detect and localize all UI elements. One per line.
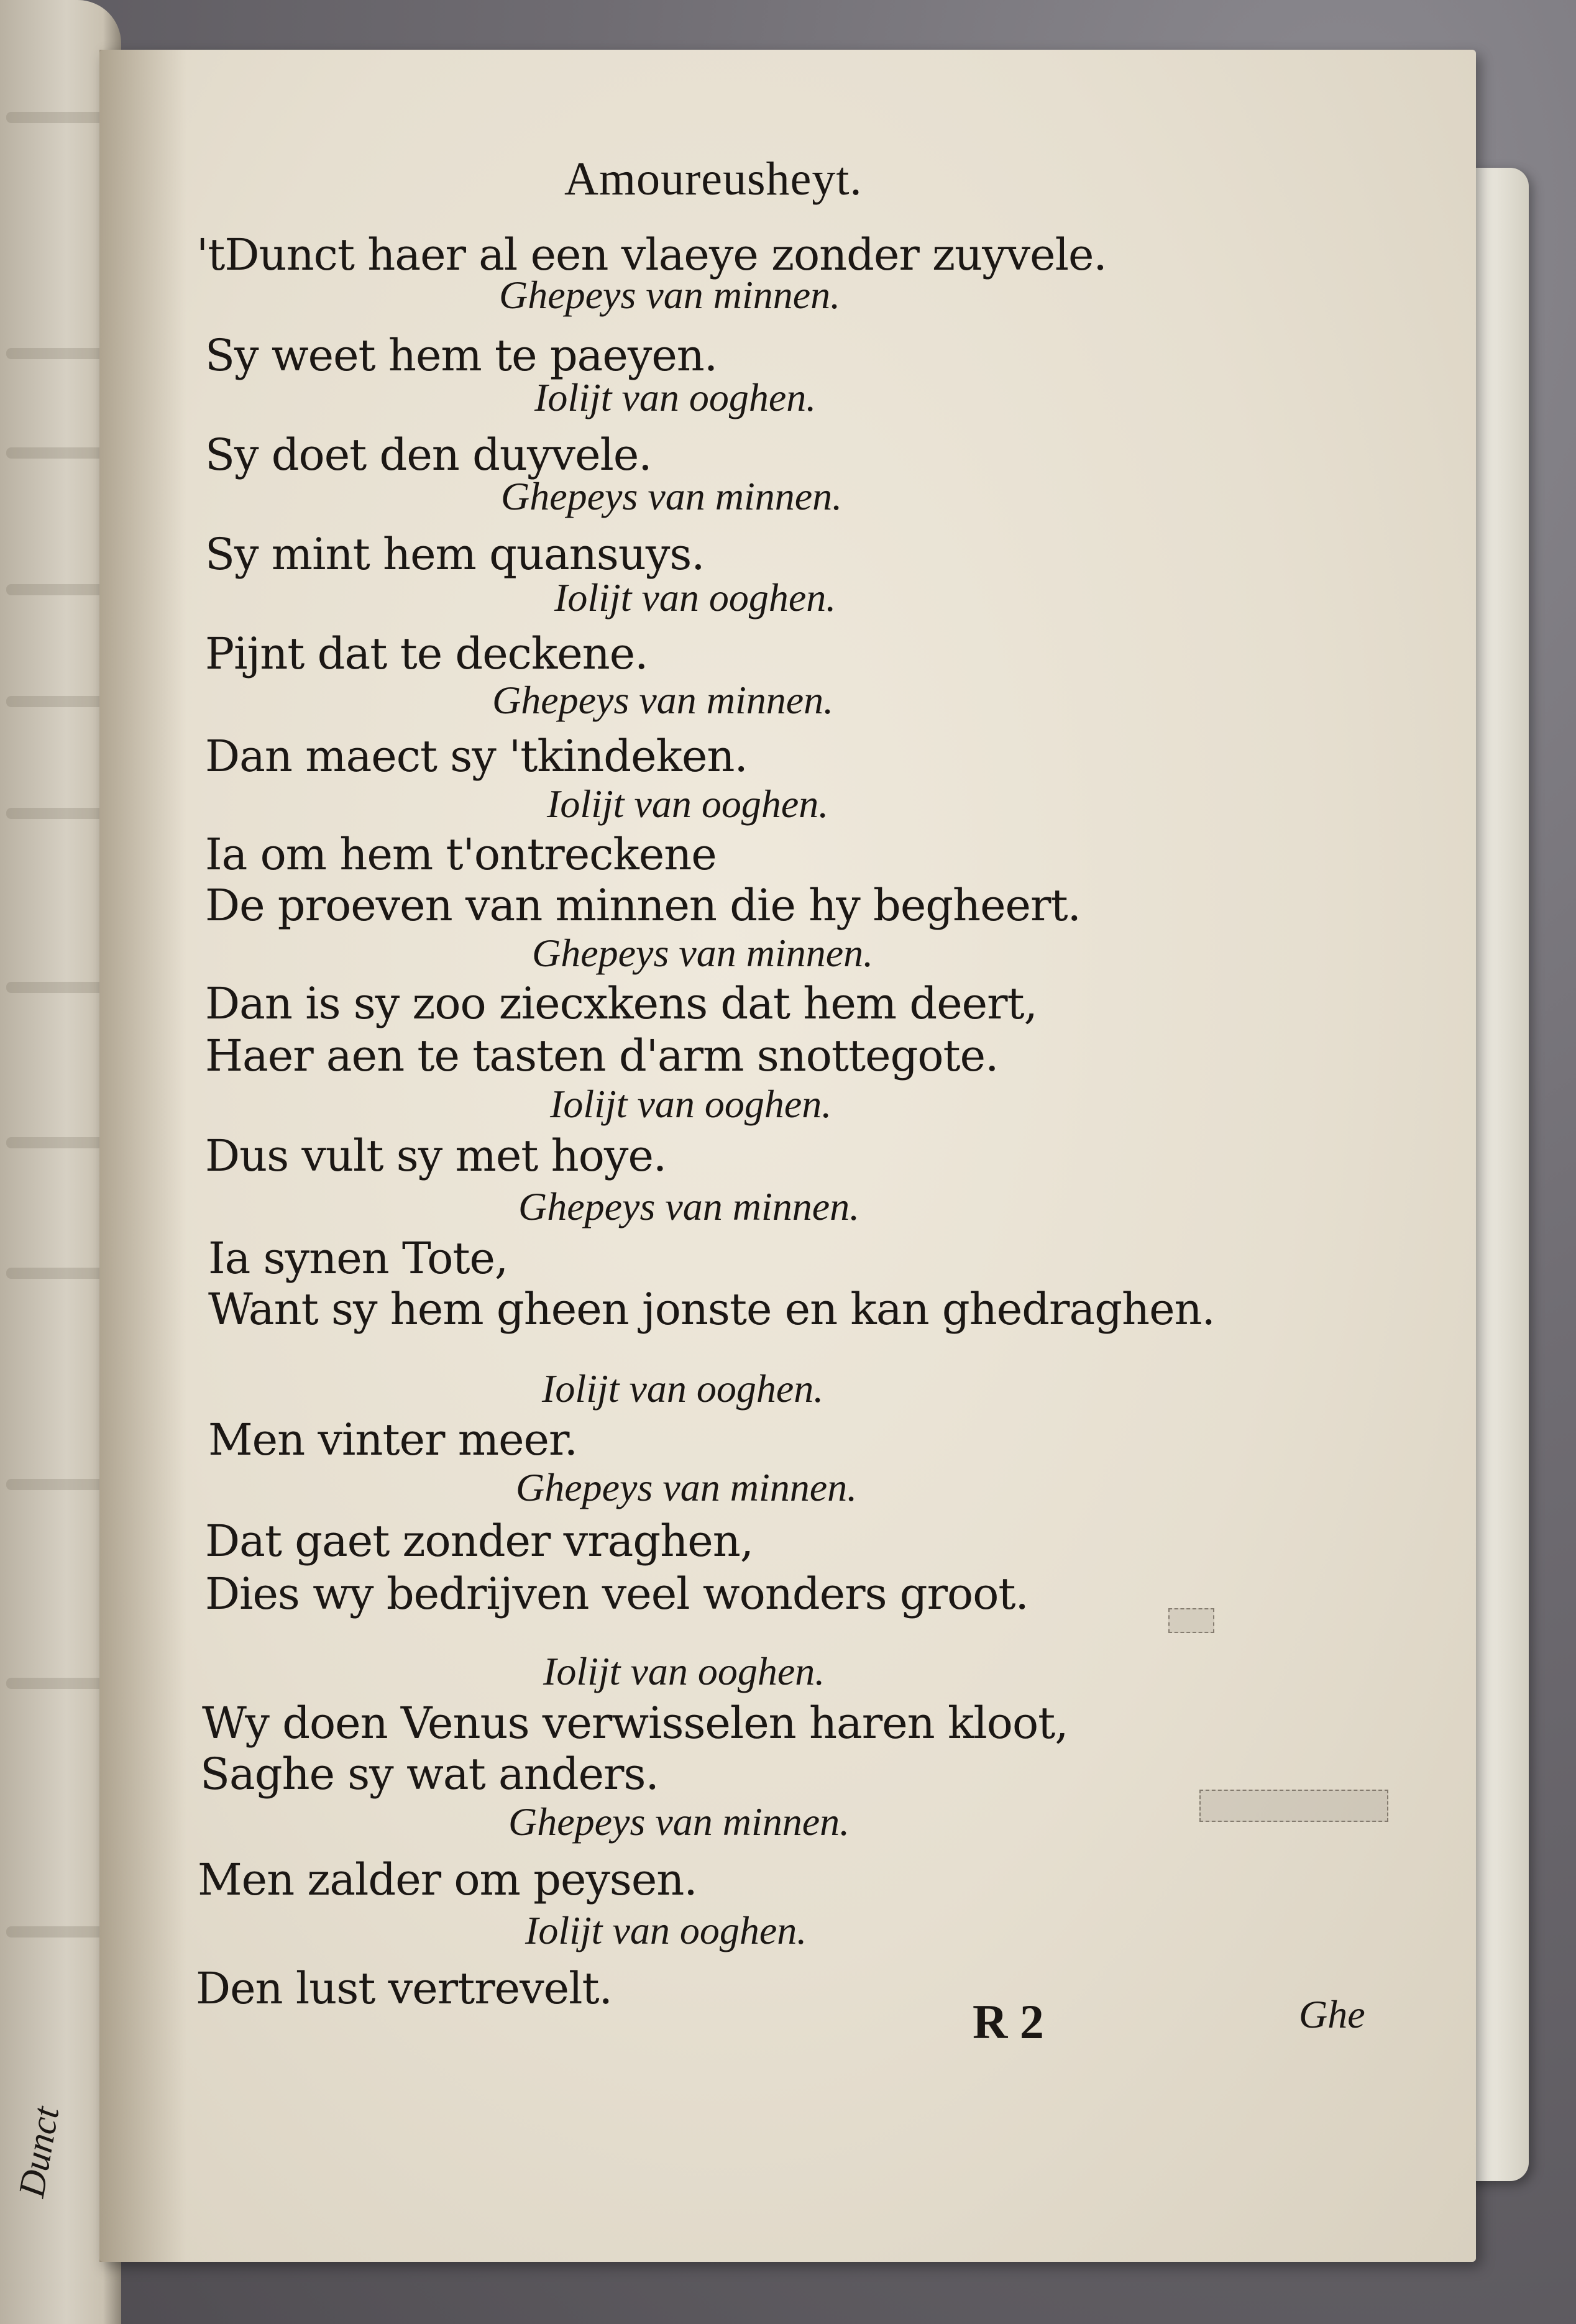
- library-stamp-mark: [1168, 1608, 1214, 1633]
- refrain-line: Iolijt van ooghen.: [534, 375, 817, 419]
- verse-line: Sy mint hem quansuys.: [205, 529, 705, 580]
- verse-line: De proeven van minnen die hy begheert.: [205, 880, 1081, 931]
- refrain-line: Ghepeys van minnen.: [492, 678, 834, 722]
- refrain-line: Iolijt van ooghen.: [550, 1082, 832, 1126]
- refrain-line: Iolijt van ooghen.: [554, 575, 836, 620]
- bleed-through-line: [6, 696, 112, 707]
- bleed-through-line: [6, 1268, 112, 1279]
- verse-line: Haer aen te tasten d'arm snottegote.: [205, 1030, 999, 1081]
- refrain-line: Iolijt van ooghen.: [542, 1366, 824, 1411]
- verse-line: Sy weet hem te paeyen.: [205, 330, 718, 381]
- catchword: Ghe: [1299, 1992, 1365, 2036]
- bleed-through-line: [6, 447, 112, 459]
- verse-line: Den lust vertrevelt.: [196, 1963, 612, 2014]
- running-head: Amoureusheyt.: [564, 153, 863, 205]
- bleed-through-line: [6, 1926, 112, 1937]
- verse-line: Men zalder om peysen.: [198, 1854, 697, 1905]
- verse-line: Pijnt dat te deckene.: [205, 628, 648, 679]
- verse-line: Want sy hem gheen jonste en kan ghedraghen.: [208, 1284, 1215, 1335]
- bleed-through-line: [6, 1678, 112, 1689]
- verse-line: Dat gaet zonder vraghen,: [205, 1516, 754, 1567]
- refrain-line: Iolijt van ooghen.: [525, 1908, 807, 1952]
- refrain-line: Iolijt van ooghen.: [543, 1649, 825, 1693]
- verse-line: Dies wy bedrijven veel wonders groot.: [205, 1568, 1029, 1619]
- bleed-through-line: [6, 982, 112, 993]
- refrain-line: Ghepeys van minnen.: [516, 1465, 858, 1509]
- bleed-through-line: [6, 1137, 112, 1148]
- verse-line: Wy doen Venus verwisselen haren kloot,: [202, 1698, 1068, 1749]
- refrain-line: Iolijt van ooghen.: [547, 782, 829, 826]
- left-page-catchword: Dunct: [11, 2103, 67, 2200]
- bleed-through-line: [6, 1479, 112, 1490]
- verse-line: Ia synen Tote,: [208, 1233, 508, 1284]
- signature-mark: R 2: [973, 1995, 1044, 2049]
- refrain-line: Ghepeys van minnen.: [501, 474, 843, 518]
- verse-line: Dan maect sy 'tkindeken.: [205, 731, 748, 782]
- verse-line: Saghe sy wat anders.: [200, 1749, 659, 1800]
- page-gutter-shadow: [99, 50, 186, 2262]
- verse-line: Dus vult sy met hoye.: [205, 1130, 667, 1181]
- verse-line: 'tDunct haer al een vlaeye zonder zuyvele.: [196, 229, 1107, 280]
- verse-line: Dan is sy zoo ziecxkens dat hem deert,: [205, 978, 1037, 1029]
- bleed-through-line: [6, 584, 112, 595]
- bleed-through-line: [6, 808, 112, 819]
- refrain-line: Ghepeys van minnen.: [532, 931, 874, 975]
- bleed-through-line: [6, 112, 112, 123]
- refrain-line: Ghepeys van minnen.: [518, 1184, 860, 1228]
- bleed-through-line: [6, 348, 112, 359]
- refrain-line: Ghepeys van minnen.: [499, 273, 841, 317]
- verse-line: Men vinter meer.: [208, 1414, 577, 1465]
- refrain-line: Ghepeys van minnen.: [508, 1800, 850, 1844]
- verse-line: Ia om hem t'ontreckene: [205, 829, 717, 880]
- library-stamp-mark: [1199, 1790, 1388, 1822]
- verse-line: Sy doet den duyvele.: [205, 429, 652, 480]
